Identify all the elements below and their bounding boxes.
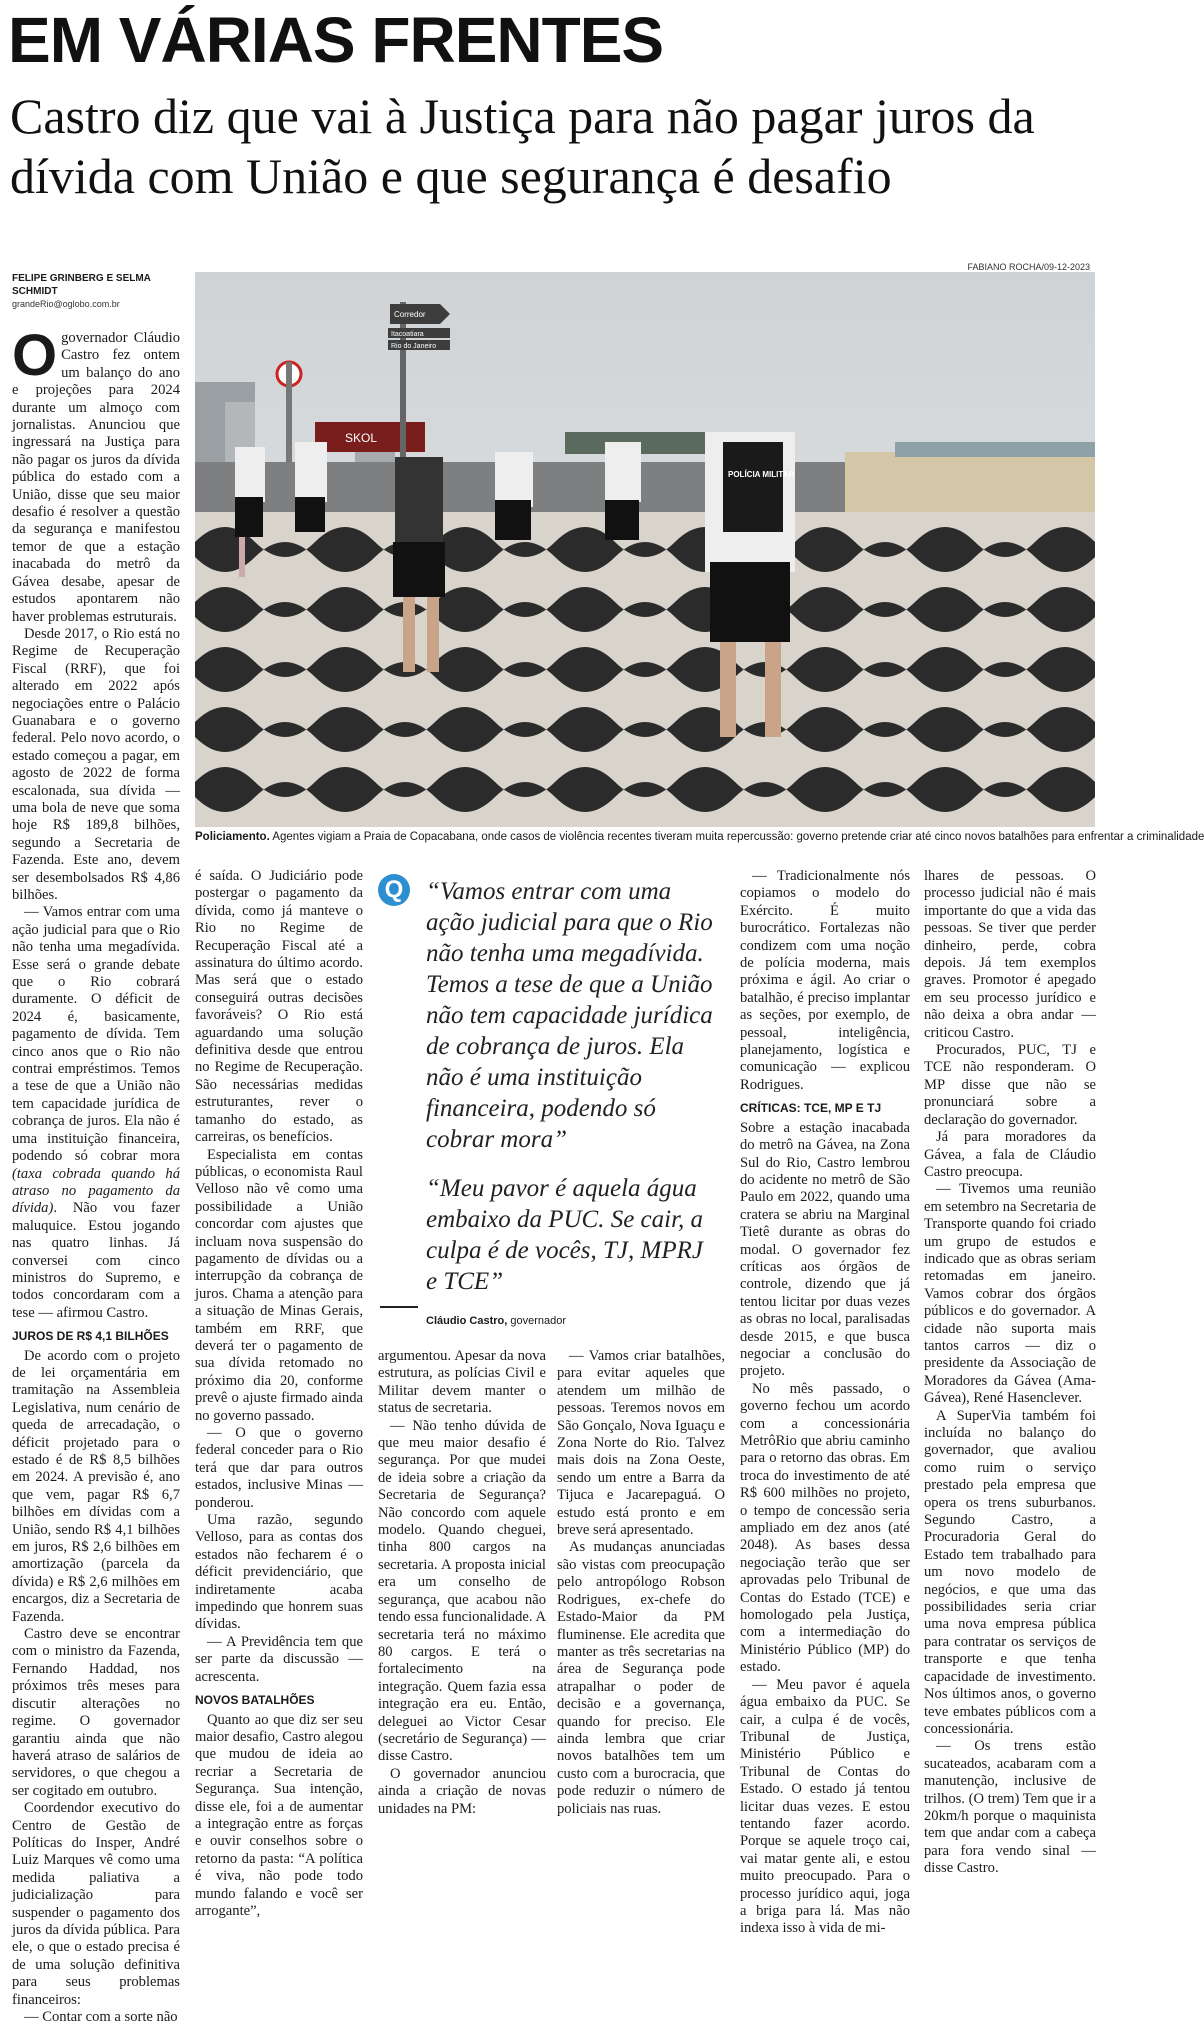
sign-line: Itacoatiara: [391, 331, 424, 338]
kiosk-text: SKOL: [345, 431, 378, 445]
column-4: [557, 1348, 725, 1818]
caption-lead: Policiamento.: [195, 831, 270, 843]
column-6: [924, 868, 1096, 1878]
column-3: [378, 1348, 546, 1818]
col6-p5: A SuperVia também foi incluída no balanço do governador, que avaliou como ruim o serviço prestado pela empresa que opera os trens suburbanos. Segundo Castro, a Procuradoria Geral do Estado tem trabalhado para um novo modelo de negócios, e que uma das possibilidades seria criar uma nova empresa pública para contratar os serviços de transporte e que tenha capacidade de investimento. Nos últimos anos, o governo teve embates públicos com a concessionária.: [924, 1407, 1096, 1737]
col2-p1: é saída. O Judiciário pode postergar o pagamento da dívida, como já manteve o Rio no Regime de Recuperação Fiscal até a assinatura do último acordo. Mas será que o estado conseguirá outras decisões favoráveis? O Rio está aguardando uma solução definitiva desde que entrou no Regime de Recuperação. São necessárias medidas estruturantes, rever o tamanho do estado, as carreiras, os benefícios.: [195, 868, 363, 1146]
column-5: [740, 868, 910, 1938]
col2-p5: — A Previdência tem que ser parte da discussão — acrescenta.: [195, 1633, 363, 1685]
col1-p5: Castro deve se encontrar com o ministro da Fazenda, Fernando Haddad, nos próximos três meses para discutir alterações no regime. O governador garantiu ainda que não haverá atraso de salários de servidores, o que chegou a ser cogitado em outubro.: [12, 1626, 180, 1799]
col3-p1: argumentou. Apesar da nova estrutura, as polícias Civil e Militar devem manter o status de secretaria.: [378, 1348, 546, 1417]
sign-line: Rio do Janeiro: [391, 343, 437, 350]
col5-p2: Sobre a estação inacabada do metrô na Gávea, na Zona Sul do Rio, Castro lembrou do acidente no metrô de São Paulo em 2022, quando uma cratera se abriu na Marginal Tietê durante as obras do modal. O governador fez críticas aos órgãos de controle, dizendo que já tentou licitar por duas vezes as obras no local, paralisadas desde 2015, e que busca negociar a conclusão do projeto.: [740, 1119, 910, 1380]
quote-2: “Meu pavor é aquela água embaixo da PUC. Se cair, a culpa é de vocês, TJ, MPRJ e TCE”: [426, 1175, 704, 1295]
photo-credit: FABIANO ROCHA/09-12-2023: [967, 262, 1090, 272]
subhead-juros: JUROS DE R$ 4,1 BILHÕES: [12, 1329, 169, 1344]
col3-p2: — Não tenho dúvida de que meu maior desafio é segurança. Por que mudei de ideia sobre a criação da Secretaria de Segurança? Não concordo com aquele modelo. Quando cheguei, tinha 800 cargos na secretaria. A proposta inicial era um conselho de segurança, que acabou não tendo essa funcionalidade. A secretaria terá no máximo 80 cargos. E terá o fortalecimento na integração. Quem fazia essa integração era eu. Então, deleguei ao Victor Cesar (secretário de Segurança) — disse Castro.: [378, 1417, 546, 1765]
vest-text: POLÍCIA MILITAR: [728, 470, 795, 479]
col1-p2: Desde 2017, o Rio está no Regime de Recuperação Fiscal (RRF), que foi alterado em 2022 após negociações entre o Palácio Guanabara e o governo federal. Pelo novo acordo, o estado começou a pagar, em agosto de 2022 de forma escalonada, sua dívida — uma bola de neve que soma hoje R$ 189,8 bilhões, segundo a Secretaria de Fazenda. Este ano, devem ser desembolsados R$ 4,86 bilhões.: [12, 625, 180, 903]
subhead-criticas: CRÍTICAS: TCE, MP E TJ: [740, 1101, 882, 1116]
col5-p3: No mês passado, o governo fechou um acordo com a concessionária MetrôRio que abriu caminho para o retorno das obras. Em troca do investimento de até R$ 600 milhões no projeto, o tempo de concessão seria ampliado em dez anos (até 2048). As bases dessa negociação terão que ser aprovadas pelo Tribunal de Contas do Estado (TCE) e homologado pela Justiça, com a intermediação do Ministério Público (MP) do estado.: [740, 1380, 910, 1676]
sign-line: Corredor: [394, 310, 426, 319]
quote-icon: Q: [378, 874, 410, 906]
col1-p7: — Contar com a sorte não: [24, 2009, 178, 2025]
col6-p2: Procurados, PUC, TJ e TCE não responderam. O MP disse que não se pronunciará sobre a declaração do governador.: [924, 1042, 1096, 1128]
col1-p1: governador Cláudio Castro fez ontem um balanço do ano e projeções para 2024 durante um almoço com jornalistas. Anunciou que ingressará na Justiça para não pagar os juros da dívida pública do estado com a União, disse que seu maior desafio é resolver a questão da segurança e manifestou temor de que a estação inacabada do metrô da Gávea desabe, apesar de estudos apontarem não haver problemas estruturais.: [12, 330, 180, 625]
col1-p3: — Vamos entrar com uma ação judicial para que o Rio não tenha uma megadívida. Esse será o grande debate que o Rio cobrará duramente. O déficit de 2024 é, basicamente, pagamento de dívida. Tem cinco anos que o Rio não contrai empréstimos. Temos a tese de que a União não tem capacidade jurídica de cobrança de juros. Ela não é uma instituição financeira, podendo só cobrar mora (taxa cobrada quando há atraso no pagamento da dívida). Não vou fazer maluquice. Estou jogando nas quatro linhas. Já conversei com cinco ministros do Supremo, e todos concordaram com a tese — afirmou Castro.: [12, 904, 180, 1321]
kicker: EM VÁRIAS FRENTES: [8, 4, 664, 76]
col2-p4: Uma razão, segundo Velloso, para as contas dos estados não fecharem é o déficit previdenciário, que indiretamente acaba impedindo que honrem suas dívidas.: [195, 1512, 363, 1633]
col1-p4: De acordo com o projeto de lei orçamentária em tramitação na Assembleia Legislativa, num cenário de queda de arrecadação, o déficit projetado para o estado é de R$ 8,5 bilhões em 2024. A previsão é, ano que vem, pagar R$ 6,7 bilhões em dívidas com a União, sendo R$ 4,1 bilhões em juros, R$ 2,6 bilhões em amortização (parcela da dívida) e R$ 2,6 milhões em encargos, diz a Secretaria de Fazenda.: [12, 1347, 180, 1625]
col1-p6: Coordendor executivo do Centro de Gestão de Políticas do Insper, André Luiz Marques vê como uma medida paliativa a judicialização para suspender o pagamento dos juros da dívida pública. Para ele, o que o estado precisa é de uma solução definitiva para seus problemas financeiros:: [12, 1800, 180, 2008]
quote-rule: [380, 1306, 418, 1308]
col4-p2: As mudanças anunciadas são vistas com preocupação pelo antropólogo Robson Rodrigues, ex-chefe do Estado-Maior da PM fluminense. Ele acredita que manter as três secretarias na área de Segurança pode atrapalhar o poder de decisão e a governança, quando for preciso. Ele ainda lembra que criar novos batalhões tem um custo com a burocracia, que pode reduzir o número de policiais nas ruas.: [557, 1539, 725, 1817]
author-email[interactable]: grandeRio@oglobo.com.br: [12, 299, 120, 309]
quote-1: “Vamos entrar com uma ação judicial para que o Rio não tenha uma megadívida. Temos a tese de que a União não tem capacidade jurídica de cobrança de juros. Ela não é uma instituição financeira, podendo só cobrar mora”: [426, 878, 713, 1153]
col6-p1: lhares de pessoas. O processo judicial não é mais importante do que a vida das pessoas. Se tiver que perder dinheiro, perde, cobra depois. Já tem exemplos graves. Promotor é apegado em seu processo jurídico e não deixa a obra andar — criticou Castro.: [924, 868, 1096, 1041]
column-2: [195, 868, 363, 1920]
subhead-batalhoes: NOVOS BATALHÕES: [195, 1693, 315, 1708]
dropcap: O: [12, 323, 58, 388]
headline: Castro diz que vai à Justiça para não pagar juros da dívida com União e que segurança é desafio: [10, 88, 1035, 204]
column-1: [12, 323, 180, 2026]
pull-quote: [380, 876, 720, 1327]
col4-p1: — Vamos criar batalhões, para evitar aqueles que atendem um milhão de pessoas. Teremos novos em São Gonçalo, Nova Iguaçu e Zona Norte do Rio. Talvez mais dois na Zona Oeste, sendo um entre a Barra da Tijuca e Jacarepaguá. O estudo está pronto e em breve será apresentado.: [557, 1348, 725, 1539]
col6-p6: — Os trens estão sucateados, acabaram com a manutenção, inclusive de trilhos. (O trem) Tem que ir a 20km/h porque o maquinista tem que andar com a cabeça para fora vendo sinal — disse Castro.: [924, 1738, 1096, 1877]
col5-p4: — Meu pavor é aquela água embaixo da PUC. Se cair, a culpa é de vocês, Tribunal de Justiça, Ministério Público e Tribunal de Contas do Estado. O estado já tentou licitar duas vezes. E estou tentando fazer acordo. Porque se aquele troço cai, vai matar gente ali, e estou muito preocupado. Para o processo jurídico aqui, joga a briga para lá. Mas não indexa isso à vida de mi-: [740, 1676, 910, 1937]
news-photo: [195, 272, 1095, 827]
quote-attribution: Cláudio Castro, governador: [426, 1315, 567, 1327]
col6-p3: Já para moradores da Gávea, a fala de Cláudio Castro preocupa.: [924, 1129, 1096, 1180]
col2-p3: — O que o governo federal conceder para o Rio terá que dar para outros estados, inclusive Minas — ponderou.: [195, 1425, 363, 1511]
photo-caption: [195, 830, 1204, 845]
col3-p3: O governador anunciou ainda a criação de novas unidades na PM:: [378, 1765, 546, 1817]
col6-p4: — Tivemos uma reunião em setembro na Secretaria de Transporte quando foi criado um grupo de estudos e indicado que as obras seriam retomadas em janeiro. Vamos cobrar dos órgãos públicos e do governador. A cidade não suporta mais tantos carros — diz o presidente da Associação de Moradores da Gávea (Ama-Gávea), René Hasenclever.: [924, 1181, 1096, 1407]
caption-text: Agentes vigiam a Praia de Copacabana, onde casos de violência recentes tiveram muita repercussão: governo pretende criar até cinco novos batalhões para enfrentar a criminalidade: [272, 831, 1204, 843]
byline: FELIPE GRINBERG E SELMA SCHMIDT: [12, 273, 151, 297]
col5-p1: — Tradicionalmente nós copiamos o modelo do Exército. É muito burocrático. Fortalezas não condizem com uma noção de polícia moderna, mais próxima e ágil. Ao criar o batalhão, é preciso implantar as seções, por exemplo, de pessoal, inteligência, planejamento, logística e comunicação — explicou Rodrigues.: [740, 868, 910, 1093]
col2-p6: Quanto ao que diz ser seu maior desafio, Castro alegou que mudou de ideia ao recriar a Secretaria de Segurança. Sua intenção, disse ele, foi a de aumentar a integração entre as forças e ouvir conselhos sobre o retorno da pasta: “A política é viva, não pode todo mundo falando e você ser arrogante”,: [195, 1711, 363, 1919]
col2-p2: Especialista em contas públicas, o economista Raul Velloso não vê como uma possibilidade a União concordar com ajustes que incluam nova suspensão do pagamento de dívidas ou a interrupção da cobrança de juros. Chama a atenção para a situação de Minas Gerais, também em RRF, que deverá ter o pagamento de sua dívida retomado no próximo dia 20, conforme prevê o ajuste firmado ainda no governo passado.: [195, 1146, 363, 1424]
